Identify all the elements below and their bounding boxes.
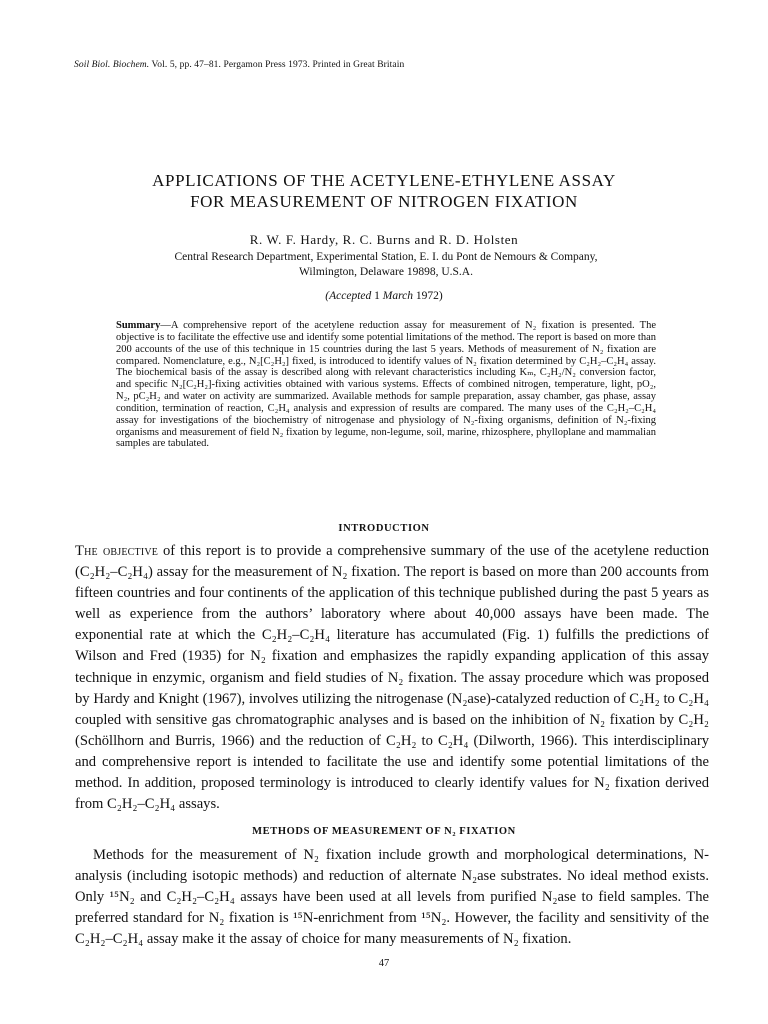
introduction-heading: INTRODUCTION: [338, 523, 430, 534]
author-list: R. W. F. Hardy, R. C. Burns and R. D. Holsten: [249, 232, 519, 247]
paper-title: [60, 170, 708, 212]
affiliation-line-1: Central Research Department, Experimental Station, E. I. du Pont de Nemours & Company,: [174, 251, 598, 263]
journal-citation-line: [74, 60, 404, 70]
accepted-month: March: [382, 290, 413, 302]
journal-details: Vol. 5, pp. 47–81. Pergamon Press 1973. Printed in Great Britain: [149, 60, 405, 70]
introduction-text: of this report is to provide a comprehensive summary of the use of the acetylene reduction (C₂H₂–C₂H₄) assay for the measurement of N₂ fixation. The report is based on more than 200 accounts from fifteen countries and four continents of the application of this technique published during the past 5 years as well as experience from the authors’ laboratory where about 40,000 assays have been made. The exponential rate at which the C₂H₂–C₂H₄ literature has accumulated (Fig. 1) fulfills the predictions of Wilson and Fred (1935) for N₂ fixation and emphasizes the rapidly expanding application of this assay technique in enzymic, organism and field studies of N₂ fixation. The assay procedure which was proposed by Hardy and Knight (1967), involves utilizing the nitrogenase (N₂ase)-catalyzed reduction of C₂H₂ to C₂H₄ coupled with sensitive gas chromatographic analyses and is based on the inhibition of N₂ fixation by C₂H₂ (Schöllhorn and Burris, 1966) and the reduction of C₂H₂ to C₂H₄ (Dilworth, 1966). This interdisciplinary and comprehensive report is intended to facilitate the use and identify some potential limitations of the method. In addition, proposed terminology is introduced to clearly identify values for N₂ fixation derived from C₂H₂–C₂H₄ assays.: [75, 543, 709, 813]
introduction-lead-words: The objective: [75, 543, 159, 559]
title-line-1: APPLICATIONS OF THE ACETYLENE-ETHYLENE ASSAY: [152, 171, 616, 190]
journal-name: Soil Biol. Biochem.: [74, 60, 150, 70]
methods-paragraph: Methods for the measurement of N₂ fixation include growth and morphological determinations, N-analysis (including isotopic methods) and reduction of alternate N₂ase substrates. No ideal method exists. Only ¹⁵N₂ and C₂H₂–C₂H₄ assays have been used at all levels from purified N₂ase to field samples. The preferred standard for N₂ fixation is ¹⁵N-enrichment from ¹⁵N₂. However, the facility and sensitivity of the C₂H₂–C₂H₄ assay make it the assay of choice for many measurements of N₂ fixation.: [75, 847, 709, 948]
accepted-label: (Accepted: [325, 290, 372, 302]
introduction-paragraph: [75, 541, 709, 815]
page-number: 47: [378, 958, 390, 969]
affiliation-line-2: Wilmington, Delaware 19898, U.S.A.: [299, 265, 473, 278]
summary-heading: Summary: [116, 320, 161, 331]
affiliation: [108, 250, 664, 279]
title-line-2: FOR MEASUREMENT OF NITROGEN FIXATION: [190, 192, 578, 211]
accepted-date: [60, 290, 708, 302]
accepted-day: 1: [371, 290, 383, 302]
methods-heading: METHODS OF MEASUREMENT OF N₂ FIXATION: [252, 826, 516, 837]
accepted-year: 1972): [412, 290, 443, 302]
summary-abstract: [116, 320, 656, 450]
summary-text: —A comprehensive report of the acetylene reduction assay for measurement of N₂ fixation is presented. The objective is to facilitate the effective use and identify some potential limitations of the method. The report is based on more than 200 accounts of the use of this technique in 15 countries during the last 5 years. Methods of measurement of N₂ fixation are compared. Nomenclature, e.g., N₂[C₂H₂] fixed, is introduced to identify values of N₂ fixation determined by C₂H₂–C₂H₄ assay. The biochemical basis of the assay is described along with relevant characteristics including Kₘ, C₂H₂/N₂ conversion factor, and specific N₂[C₂H₂]-fixing activities obtained with various systems. Effects of combined nitrogen, temperature, light, pO₂, N₂, pC₂H₂ and water on activity are summarized. Available methods for sample preparation, assay chamber, gas phase, assay condition, termination of reaction, C₂H₄ analysis and expression of results are compared. The many uses of the C₂H₂–C₂H₄ assay for investigations of the biochemistry of nitrogenase and physiology of N₂-fixing organisms, definition of N₂-fixing organisms and measurement of field N₂ fixation by legume, non-legume, soil, marine, rhizosphere, phylloplane and mammalian samples are tabulated.: [116, 320, 656, 450]
